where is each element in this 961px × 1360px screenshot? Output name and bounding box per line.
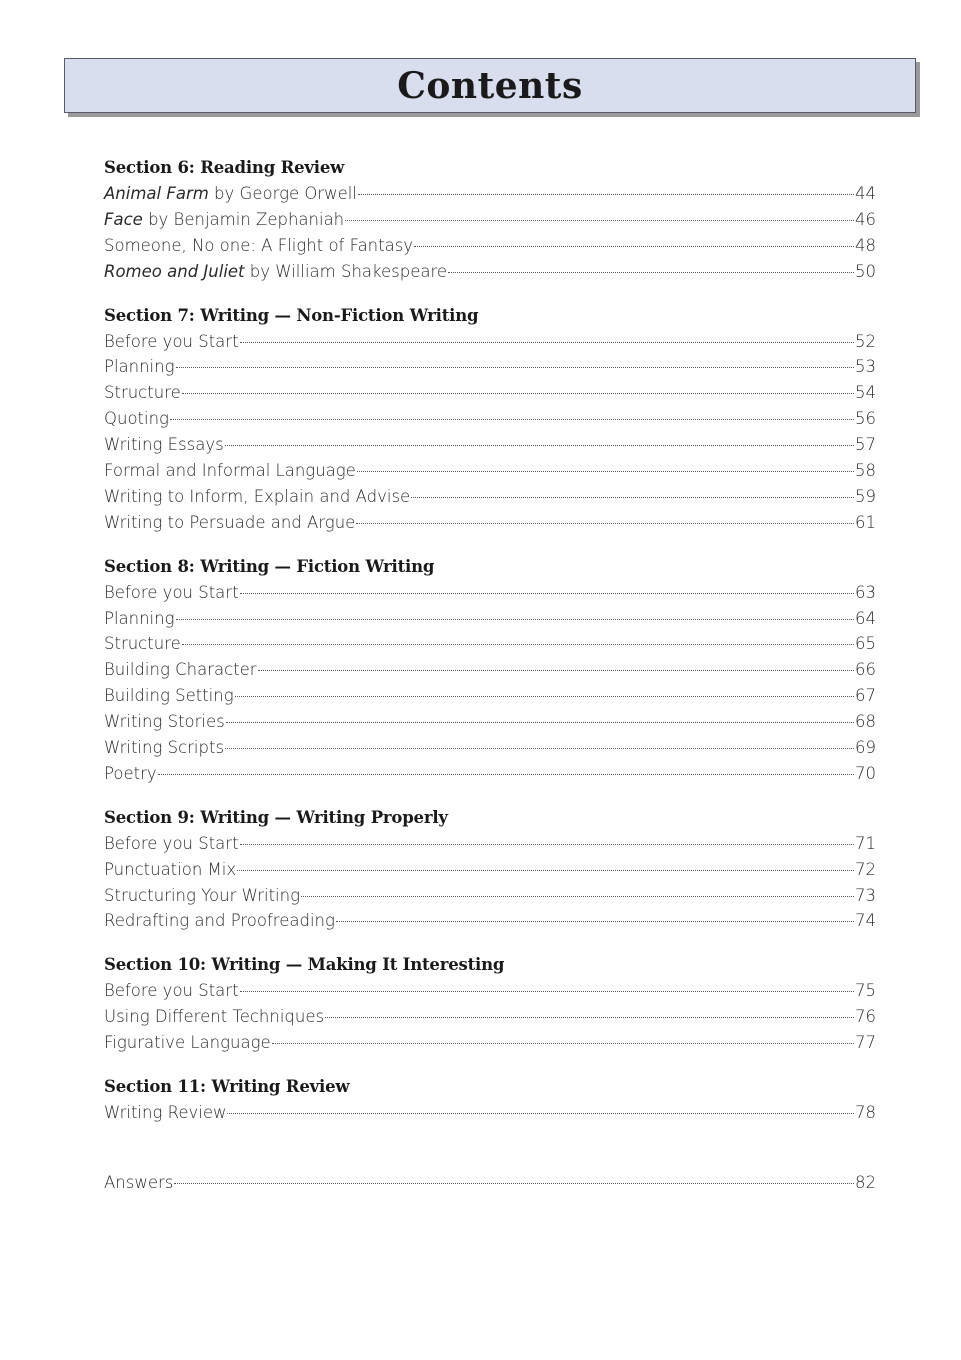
dot-leader (225, 445, 854, 446)
toc-page-number: 50 (855, 261, 876, 281)
toc-entry[interactable] (104, 259, 876, 285)
toc-entry-text: Structure (104, 383, 181, 403)
toc-page-number: 72 (855, 859, 876, 879)
toc-entry-text: by William Shakespeare (244, 261, 448, 281)
table-of-contents (104, 155, 876, 1196)
dot-leader (182, 393, 854, 394)
dot-leader (182, 644, 854, 645)
dot-leader (240, 593, 854, 594)
toc-entry-title (104, 329, 239, 355)
section-heading: Section 9: Writing — Writing Properly (104, 807, 448, 827)
dot-leader (174, 1183, 854, 1184)
dot-leader (226, 722, 854, 723)
dot-leader (357, 471, 854, 472)
toc-entry-text: Answers (104, 1172, 174, 1192)
section-heading: Section 11: Writing Review (104, 1077, 350, 1097)
toc-entry-title (104, 432, 224, 458)
toc-entry[interactable] (104, 857, 876, 883)
toc-entry-title (104, 1170, 173, 1196)
toc-entry-work-title: Animal Farm (104, 184, 209, 203)
dot-leader (258, 670, 854, 671)
section-heading: Section 8: Writing — Fiction Writing (104, 556, 435, 576)
toc-page-number: 77 (855, 1033, 876, 1053)
toc-page-number: 70 (855, 763, 876, 783)
toc-entry-text: Building Character (104, 660, 257, 680)
dot-leader (345, 220, 854, 221)
toc-entry-text: by George Orwell (208, 184, 357, 203)
toc-page-number: 66 (855, 660, 876, 680)
toc-entry-text: Poetry (104, 763, 157, 783)
toc-entry-title (104, 908, 335, 934)
toc-entry-title (104, 631, 181, 657)
toc-entry[interactable] (104, 735, 876, 761)
toc-section (104, 805, 876, 935)
toc-entry[interactable] (104, 831, 876, 857)
toc-page-number: 75 (855, 981, 876, 1001)
toc-entry-title (104, 207, 344, 233)
toc-entry-title (104, 354, 175, 380)
toc-entry-text: Redrafting and Proofreading (104, 911, 335, 931)
toc-entry-title (104, 709, 225, 735)
toc-page-number: 56 (855, 409, 876, 429)
toc-page-number: 53 (855, 357, 876, 377)
dot-leader (414, 246, 854, 247)
toc-entry-title (104, 259, 447, 285)
toc-entry-title (104, 735, 224, 761)
toc-entry[interactable] (104, 380, 876, 406)
toc-entry[interactable] (104, 432, 876, 458)
toc-entry-text: Before you Start (104, 331, 239, 351)
toc-entry-text: Planning (104, 357, 175, 377)
toc-entry-title (104, 380, 181, 406)
dot-leader (240, 844, 854, 845)
toc-entry-text: Using Different Techniques (104, 1007, 325, 1027)
toc-entry-text: Building Setting (104, 686, 234, 706)
toc-entry[interactable] (104, 1170, 876, 1196)
toc-entry[interactable] (104, 683, 876, 709)
toc-entry[interactable] (104, 1030, 876, 1056)
toc-entry-title (104, 1100, 226, 1126)
toc-entry[interactable] (104, 207, 876, 233)
dot-leader (225, 748, 854, 749)
toc-page-number: 82 (855, 1172, 876, 1192)
section-heading: Section 7: Writing — Non-Fiction Writing (104, 305, 479, 325)
toc-entry-text: Writing Essays (104, 435, 224, 455)
toc-page-number: 67 (855, 686, 876, 706)
answers-section (104, 1170, 876, 1196)
toc-section (104, 155, 876, 285)
dot-leader (356, 523, 854, 524)
toc-entry-text: Formal and Informal Language (104, 461, 356, 481)
toc-section (104, 952, 876, 1056)
toc-entry-title (104, 458, 356, 484)
toc-entry-text: Before you Start (104, 981, 239, 1001)
toc-entry-text: Structure (104, 634, 181, 654)
toc-entry[interactable] (104, 761, 876, 787)
toc-page-number: 44 (855, 184, 876, 203)
toc-page-number: 69 (855, 738, 876, 758)
toc-entry-title (104, 978, 239, 1004)
dot-leader (240, 342, 854, 343)
dot-leader (227, 1113, 854, 1114)
page-title: Contents (397, 64, 583, 107)
toc-entry-work-title: Face (104, 209, 143, 229)
toc-entry-title (104, 606, 175, 632)
toc-entry-title (104, 657, 257, 683)
dot-leader (272, 1043, 854, 1044)
toc-entry-text: Writing Scripts (104, 738, 225, 758)
toc-entry[interactable] (104, 883, 876, 909)
toc-section (104, 1074, 876, 1126)
toc-entry-title (104, 484, 410, 510)
dot-leader (170, 419, 854, 420)
toc-entry-text: Writing Review (104, 1103, 227, 1123)
dot-leader (448, 272, 854, 273)
toc-page-number: 74 (855, 911, 876, 931)
section-heading: Section 10: Writing — Making It Interesting (104, 955, 505, 975)
dot-leader (176, 619, 854, 620)
toc-entry[interactable] (104, 329, 876, 355)
toc-entry-title (104, 406, 169, 432)
toc-entry-text: Writing Stories (104, 712, 225, 732)
toc-entry[interactable] (104, 406, 876, 432)
section-heading: Section 6: Reading Review (104, 158, 345, 177)
dot-leader (158, 774, 854, 775)
toc-entry-title (104, 181, 357, 207)
toc-entry[interactable] (104, 657, 876, 683)
toc-entry-text: Before you Start (104, 833, 239, 853)
toc-entry-text: Quoting (104, 409, 169, 429)
toc-page-number: 54 (855, 383, 876, 403)
toc-entry-title (104, 580, 239, 606)
dot-leader (237, 870, 854, 871)
toc-entry[interactable] (104, 978, 876, 1004)
toc-page-number: 52 (855, 331, 876, 351)
toc-page-number: 76 (855, 1007, 876, 1027)
toc-page-number: 48 (855, 235, 876, 255)
toc-entry-title (104, 1004, 324, 1030)
toc-page-number: 57 (855, 435, 876, 455)
dot-leader (336, 921, 854, 922)
toc-entry[interactable] (104, 631, 876, 657)
toc-entry[interactable] (104, 181, 876, 207)
toc-entry-title (104, 510, 355, 536)
toc-entry-text: Before you Start (104, 582, 239, 602)
toc-entry[interactable] (104, 1100, 876, 1126)
toc-entry-text: Someone, No one: A Flight of Fantasy (104, 235, 414, 255)
toc-entry-text: Figurative Language (104, 1033, 271, 1053)
toc-entry-text: Writing to Persuade and Argue (104, 512, 356, 532)
toc-entry-title (104, 683, 234, 709)
toc-entry-text: Punctuation Mix (104, 859, 237, 879)
toc-page-number: 65 (855, 634, 876, 654)
toc-entry-text: by Benjamin Zephaniah (142, 209, 345, 229)
toc-page-number: 78 (855, 1103, 876, 1123)
toc-page-number: 68 (855, 712, 876, 732)
toc-entry-title (104, 883, 300, 909)
toc-entry-text: Planning (104, 608, 175, 628)
toc-entry[interactable] (104, 709, 876, 735)
toc-entry[interactable] (104, 606, 876, 632)
toc-entry-work-title: Romeo and Juliet (104, 261, 245, 281)
toc-page-number: 71 (855, 833, 876, 853)
toc-page-number: 59 (855, 486, 876, 506)
toc-entry[interactable] (104, 1004, 876, 1030)
dot-leader (411, 497, 854, 498)
toc-entry[interactable] (104, 354, 876, 380)
toc-section (104, 554, 876, 787)
toc-entry[interactable] (104, 510, 876, 536)
toc-entry-title (104, 831, 239, 857)
toc-entry-text: Structuring Your Writing (104, 885, 300, 905)
toc-page-number: 58 (855, 461, 876, 481)
toc-entry[interactable] (104, 908, 876, 934)
dot-leader (358, 194, 854, 195)
toc-page-number: 63 (855, 582, 876, 602)
toc-entry[interactable] (104, 458, 876, 484)
toc-entry-title (104, 1030, 271, 1056)
toc-entry[interactable] (104, 233, 876, 259)
toc-entry-title (104, 233, 413, 259)
dot-leader (240, 991, 854, 992)
dot-leader (235, 696, 854, 697)
contents-title-box (64, 58, 916, 113)
toc-entry[interactable] (104, 484, 876, 510)
toc-entry-title (104, 761, 157, 787)
toc-section (104, 303, 876, 536)
toc-page-number: 61 (855, 512, 876, 532)
toc-page-number: 46 (855, 209, 876, 229)
dot-leader (301, 896, 854, 897)
dot-leader (325, 1017, 854, 1018)
toc-page-number: 64 (855, 608, 876, 628)
toc-page-number: 73 (855, 885, 876, 905)
toc-entry-text: Writing to Inform, Explain and Advise (104, 486, 411, 506)
toc-entry[interactable] (104, 580, 876, 606)
toc-entry-title (104, 857, 236, 883)
dot-leader (176, 367, 854, 368)
